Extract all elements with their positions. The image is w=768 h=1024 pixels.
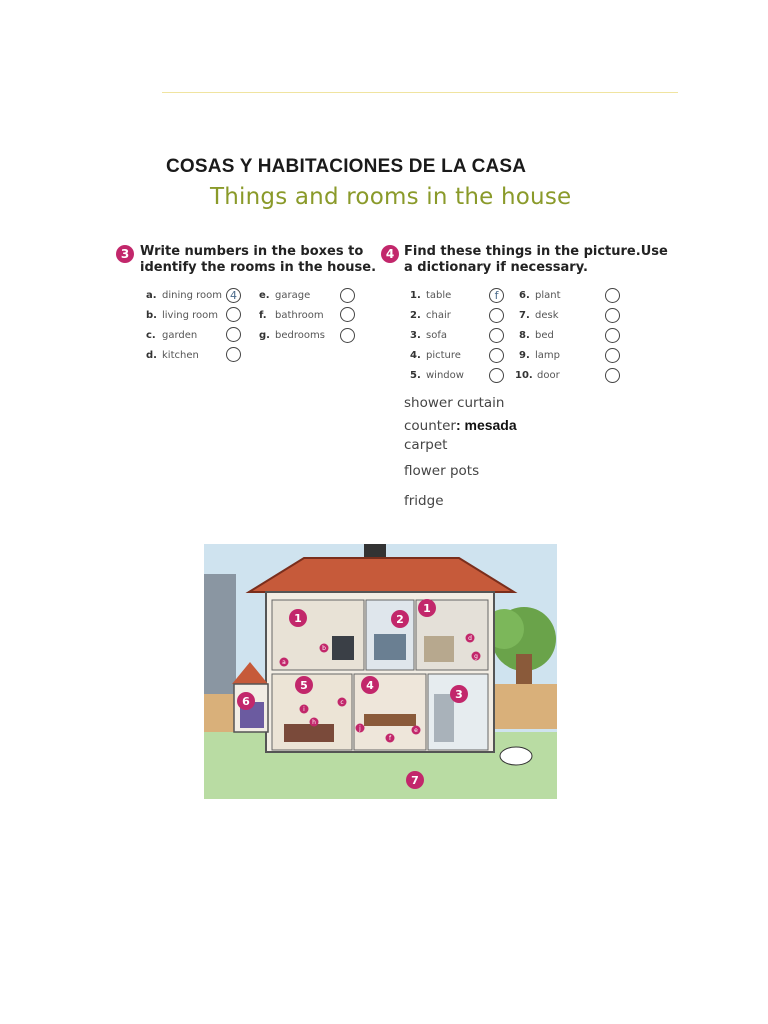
ex3-item-letter: d. — [146, 350, 157, 361]
room-marker: 7 — [411, 774, 419, 787]
ex3-item-d — [146, 347, 199, 365]
ex4-item-number: 1. — [410, 290, 421, 301]
exercise-3-number-badge: 3 — [116, 245, 134, 263]
ex4-item-label: bed — [535, 330, 554, 341]
title-english: Things and rooms in the house — [210, 184, 572, 210]
ex4-item-3 — [410, 327, 447, 345]
ex4-answer-box-1[interactable]: f — [489, 288, 504, 303]
room-marker: 1 — [423, 602, 431, 615]
room-marker: 5 — [300, 679, 308, 692]
ex4-answer-box-3[interactable] — [489, 328, 504, 343]
note-flower-pots: flower pots — [404, 463, 480, 479]
ex4-item-7 — [519, 307, 559, 325]
room-marker: 4 — [366, 679, 374, 692]
ex3-item-g — [259, 327, 325, 345]
ex4-item-8 — [519, 327, 554, 345]
ex4-answer-box-5[interactable] — [489, 368, 504, 383]
item-marker: c — [340, 699, 344, 706]
title-spanish: COSAS Y HABITACIONES DE LA CASA — [166, 156, 527, 177]
ex4-item-label: picture — [426, 350, 461, 361]
ex4-item-number: 6. — [519, 290, 530, 301]
ex4-item-label: window — [426, 370, 464, 381]
ex4-item-5 — [410, 367, 464, 385]
ex3-item-f — [259, 307, 324, 325]
ex4-item-number: 4. — [410, 350, 421, 361]
ex3-item-letter: f. — [259, 310, 267, 321]
ex4-item-label: door — [537, 370, 560, 381]
room-marker: 1 — [294, 612, 302, 625]
ex3-item-label: garage — [275, 290, 311, 301]
ex4-item-label: desk — [535, 310, 559, 321]
ex4-item-label: table — [426, 290, 452, 301]
exercise-4-instruction-line2: a dictionary if necessary. — [404, 260, 588, 275]
room-marker: 6 — [242, 695, 250, 708]
ex3-answer-box-f[interactable] — [340, 307, 355, 322]
ex3-item-label: kitchen — [162, 350, 199, 361]
ex4-answer-box-2[interactable] — [489, 308, 504, 323]
ex3-item-label: bathroom — [275, 310, 324, 321]
ex4-answer-box-8[interactable] — [605, 328, 620, 343]
item-marker: b — [322, 645, 326, 652]
note-counter-answer: : mesada — [455, 417, 517, 433]
ex4-item-10 — [515, 367, 560, 385]
note-counter — [404, 417, 517, 434]
ex4-item-6 — [519, 287, 561, 305]
item-marker: i — [303, 706, 305, 713]
ex3-item-letter: b. — [146, 310, 157, 321]
ex4-item-2 — [410, 307, 451, 325]
ex4-item-1 — [410, 287, 451, 305]
ex4-item-number: 3. — [410, 330, 421, 341]
ex3-item-a — [146, 287, 222, 305]
ex3-item-c — [146, 327, 197, 345]
ex4-item-number: 7. — [519, 310, 530, 321]
ex3-answer-box-b[interactable] — [226, 307, 241, 322]
exercise-3-instruction — [140, 244, 376, 276]
ex3-answer-box-e[interactable] — [340, 288, 355, 303]
note-counter-word: counter — [404, 418, 456, 434]
ex4-item-label: plant — [535, 290, 561, 301]
exercise-3-instruction-line1: Write numbers in the boxes to — [140, 244, 364, 259]
ex3-item-letter: a. — [146, 290, 157, 301]
note-fridge: fridge — [404, 493, 444, 509]
ex4-item-number: 9. — [519, 350, 530, 361]
note-carpet: carpet — [404, 437, 448, 453]
ex4-item-4 — [410, 347, 461, 365]
ex4-item-label: sofa — [426, 330, 447, 341]
ex3-item-letter: c. — [146, 330, 156, 341]
ex4-item-number: 8. — [519, 330, 530, 341]
exercise-3-instruction-line2: identify the rooms in the house. — [140, 260, 377, 275]
ex4-answer-box-7[interactable] — [605, 308, 620, 323]
ex4-item-label: lamp — [535, 350, 560, 361]
room-marker: 2 — [396, 613, 404, 626]
ex3-item-label: dining room — [162, 290, 222, 301]
item-marker: a — [282, 659, 286, 666]
item-marker: j — [359, 725, 361, 732]
ex3-answer-box-d[interactable] — [226, 347, 241, 362]
item-marker: h — [312, 719, 316, 726]
ex4-item-number: 2. — [410, 310, 421, 321]
ex3-item-e — [259, 287, 310, 305]
ex3-item-letter: g. — [259, 330, 270, 341]
item-marker: f — [388, 735, 392, 742]
house-illustration — [204, 544, 557, 799]
ex4-answer-box-10[interactable] — [605, 368, 620, 383]
ex4-item-9 — [519, 347, 560, 365]
ex4-item-label: chair — [426, 310, 451, 321]
ex3-item-letter: e. — [259, 290, 270, 301]
ex4-answer-box-9[interactable] — [605, 348, 620, 363]
ex3-item-b — [146, 307, 218, 325]
item-marker: d — [468, 635, 472, 642]
ex3-item-label: living room — [162, 310, 218, 321]
ex4-item-number: 5. — [410, 370, 421, 381]
ex3-item-label: bedrooms — [275, 330, 325, 341]
exercise-4-instruction — [404, 244, 668, 276]
exercise-4-instruction-line1: Find these things in the picture.Use — [404, 244, 668, 259]
ex3-answer-box-g[interactable] — [340, 328, 355, 343]
note-shower-curtain: shower curtain — [404, 395, 505, 411]
ex4-answer-box-6[interactable] — [605, 288, 620, 303]
ex4-answer-box-4[interactable] — [489, 348, 504, 363]
exercise-4-number-badge: 4 — [381, 245, 399, 263]
top-divider-line — [162, 92, 678, 93]
item-marker: e — [414, 727, 418, 734]
item-marker: g — [474, 653, 478, 660]
room-marker: 3 — [455, 688, 463, 701]
ex3-item-label: garden — [162, 330, 198, 341]
ex4-item-number: 10. — [515, 370, 533, 381]
ex3-answer-box-a[interactable]: 4 — [226, 288, 241, 303]
ex3-answer-box-c[interactable] — [226, 327, 241, 342]
